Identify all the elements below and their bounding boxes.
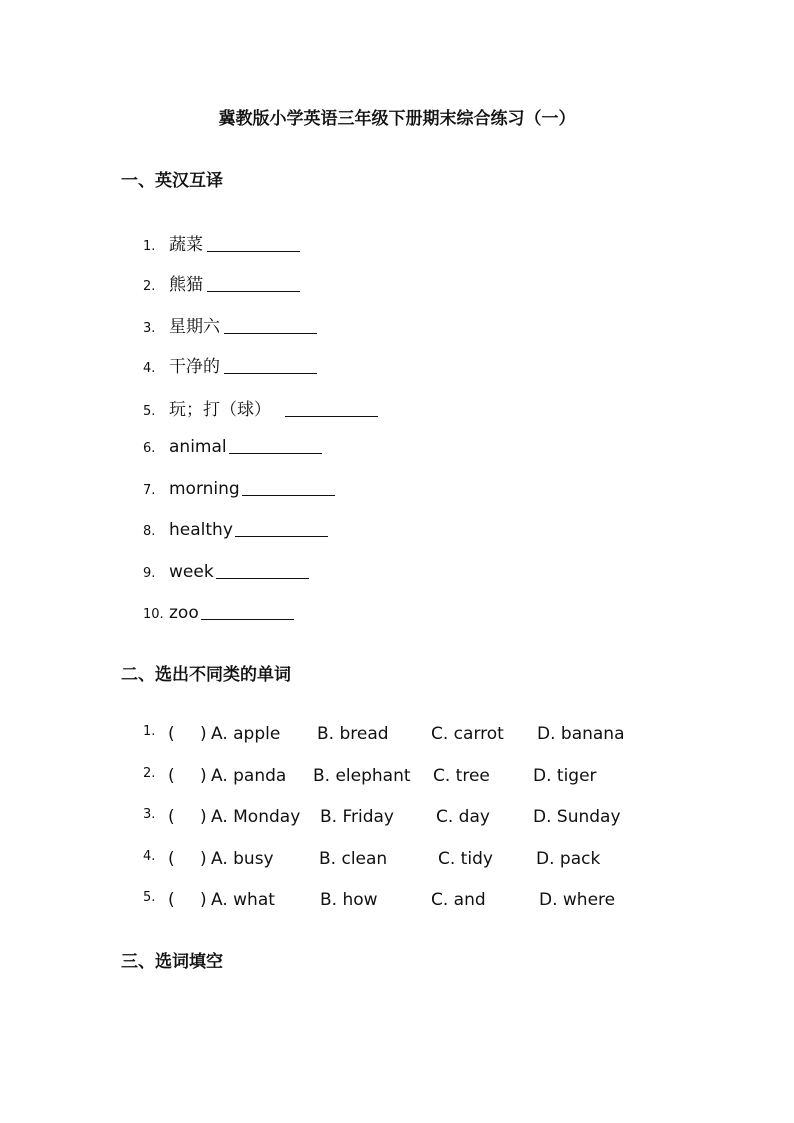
list-item	[143, 437, 322, 461]
page-title: 冀教版小学英语三年级下册期末综合练习（一）	[218, 109, 576, 129]
section-heading-fill-in: 三、选词填空	[121, 952, 223, 972]
list-item	[143, 312, 317, 336]
option-c: C. tree	[433, 766, 490, 786]
item-number: 1.	[143, 239, 156, 254]
section-heading-translation: 一、英汉互译	[121, 171, 223, 191]
answer-paren-open[interactable]: (	[168, 807, 175, 827]
answer-paren-close[interactable]: )	[200, 890, 207, 910]
answer-blank[interactable]	[207, 290, 300, 292]
answer-paren-close[interactable]: )	[200, 807, 207, 827]
item-number: 8.	[143, 524, 156, 539]
list-item	[143, 270, 300, 294]
item-prompt: zoo	[169, 603, 199, 623]
option-b: B. Friday	[320, 807, 394, 827]
option-c: C. day	[436, 807, 490, 827]
item-prompt: 蔬菜	[169, 235, 203, 255]
item-number: 3.	[143, 807, 156, 822]
item-prompt: 熊猫	[169, 275, 203, 295]
list-item	[143, 724, 663, 748]
option-a: A. apple	[211, 724, 281, 744]
answer-blank[interactable]	[216, 577, 309, 579]
item-number: 6.	[143, 441, 156, 456]
answer-blank[interactable]	[207, 250, 300, 252]
option-b: B. bread	[317, 724, 389, 744]
option-a: A. panda	[211, 766, 287, 786]
item-number: 4.	[143, 849, 156, 864]
item-number: 10.	[143, 607, 164, 622]
item-number: 5.	[143, 890, 156, 905]
item-prompt: healthy	[169, 520, 233, 540]
item-number: 2.	[143, 279, 156, 294]
item-prompt: 玩；打（球）	[169, 400, 271, 420]
answer-blank[interactable]	[224, 332, 317, 334]
list-item	[143, 395, 378, 419]
option-b: B. how	[320, 890, 378, 910]
item-number: 5.	[143, 404, 156, 419]
option-c: C. tidy	[438, 849, 493, 869]
option-a: A. Monday	[211, 807, 301, 827]
answer-paren-close[interactable]: )	[200, 849, 207, 869]
option-c: C. carrot	[431, 724, 504, 744]
answer-blank[interactable]	[201, 618, 294, 620]
option-a: A. what	[211, 890, 275, 910]
item-number: 1.	[143, 724, 156, 739]
option-a: A. busy	[211, 849, 274, 869]
option-c: C. and	[431, 890, 486, 910]
answer-paren-close[interactable]: )	[200, 766, 207, 786]
answer-blank[interactable]	[224, 372, 317, 374]
item-prompt: week	[169, 562, 214, 582]
list-item	[143, 603, 294, 627]
list-item	[143, 562, 309, 586]
item-number: 4.	[143, 361, 156, 376]
option-d: D. banana	[537, 724, 625, 744]
section-heading-odd-one-out: 二、选出不同类的单词	[121, 665, 291, 685]
answer-paren-open[interactable]: (	[168, 849, 175, 869]
option-d: D. Sunday	[533, 807, 621, 827]
answer-paren-open[interactable]: (	[168, 766, 175, 786]
item-prompt: animal	[169, 437, 227, 457]
list-item	[143, 890, 663, 914]
answer-blank[interactable]	[229, 452, 322, 454]
list-item	[143, 807, 663, 831]
option-b: B. elephant	[313, 766, 411, 786]
item-number: 7.	[143, 483, 156, 498]
item-prompt: morning	[169, 479, 240, 499]
answer-blank[interactable]	[242, 494, 335, 496]
item-number: 3.	[143, 321, 156, 336]
list-item	[143, 479, 335, 503]
option-d: D. tiger	[533, 766, 597, 786]
list-item	[143, 520, 328, 544]
option-d: D. pack	[536, 849, 601, 869]
option-d: D. where	[539, 890, 616, 910]
option-b: B. clean	[319, 849, 388, 869]
item-number: 2.	[143, 766, 156, 781]
answer-blank[interactable]	[285, 415, 378, 417]
item-prompt: 星期六	[169, 317, 220, 337]
list-item	[143, 849, 663, 873]
list-item	[143, 766, 663, 790]
list-item	[143, 352, 317, 376]
answer-paren-open[interactable]: (	[168, 890, 175, 910]
item-prompt: 干净的	[169, 357, 220, 377]
list-item	[143, 230, 300, 254]
answer-paren-open[interactable]: (	[168, 724, 175, 744]
item-number: 9.	[143, 566, 156, 581]
answer-blank[interactable]	[235, 535, 328, 537]
answer-paren-close[interactable]: )	[200, 724, 207, 744]
